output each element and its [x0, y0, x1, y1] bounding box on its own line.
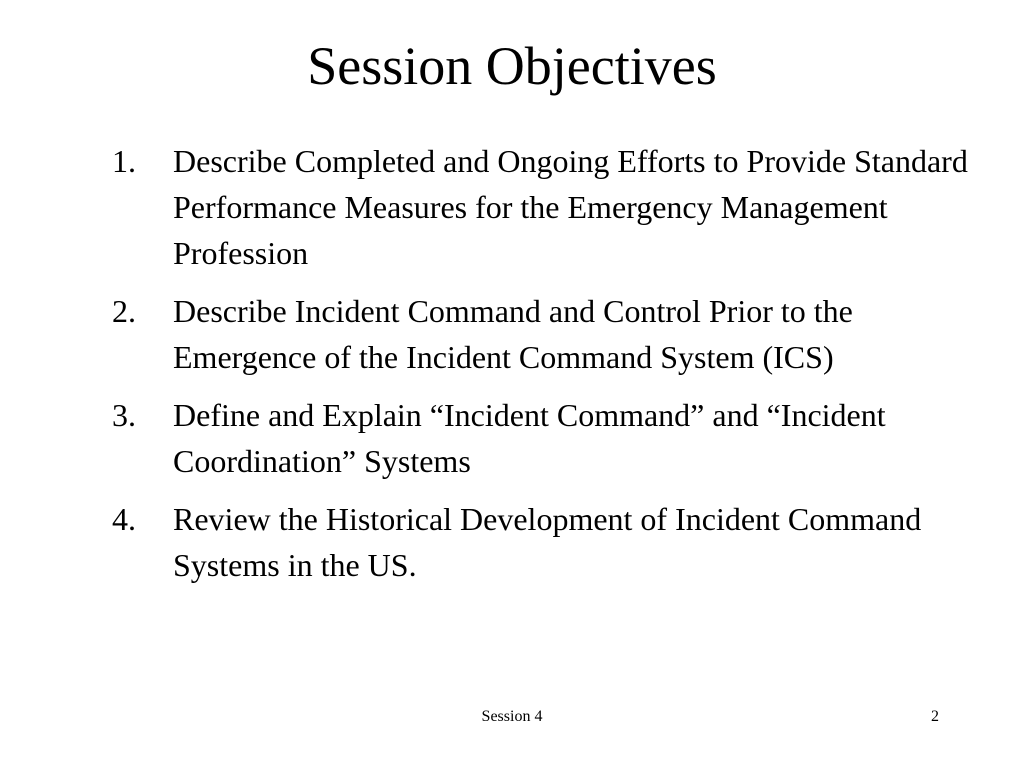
- objectives-list: [112, 138, 982, 600]
- page-number: 2: [931, 708, 939, 725]
- objective-text: Review the Historical Development of Incident Command Systems in the US.: [173, 501, 922, 583]
- objective-number: 4.: [112, 501, 136, 537]
- objective-item: [112, 288, 982, 380]
- footer-session-label: Session 4: [481, 708, 543, 725]
- objective-item: [112, 138, 982, 276]
- objective-number: 1.: [112, 143, 136, 179]
- slide-title: Session Objectives: [307, 36, 717, 96]
- objective-number: 3.: [112, 397, 136, 433]
- objective-item: [112, 392, 982, 484]
- objective-number: 2.: [112, 293, 136, 329]
- objective-text: Define and Explain “Incident Command” and “Incident Coordination” Systems: [173, 397, 886, 479]
- objective-text: Describe Completed and Ongoing Efforts to Provide Standard Performance Measures for the Emergency Management Profession: [173, 143, 968, 271]
- objective-item: [112, 496, 982, 588]
- objective-text: Describe Incident Command and Control Prior to the Emergence of the Incident Command System (ICS): [173, 293, 853, 375]
